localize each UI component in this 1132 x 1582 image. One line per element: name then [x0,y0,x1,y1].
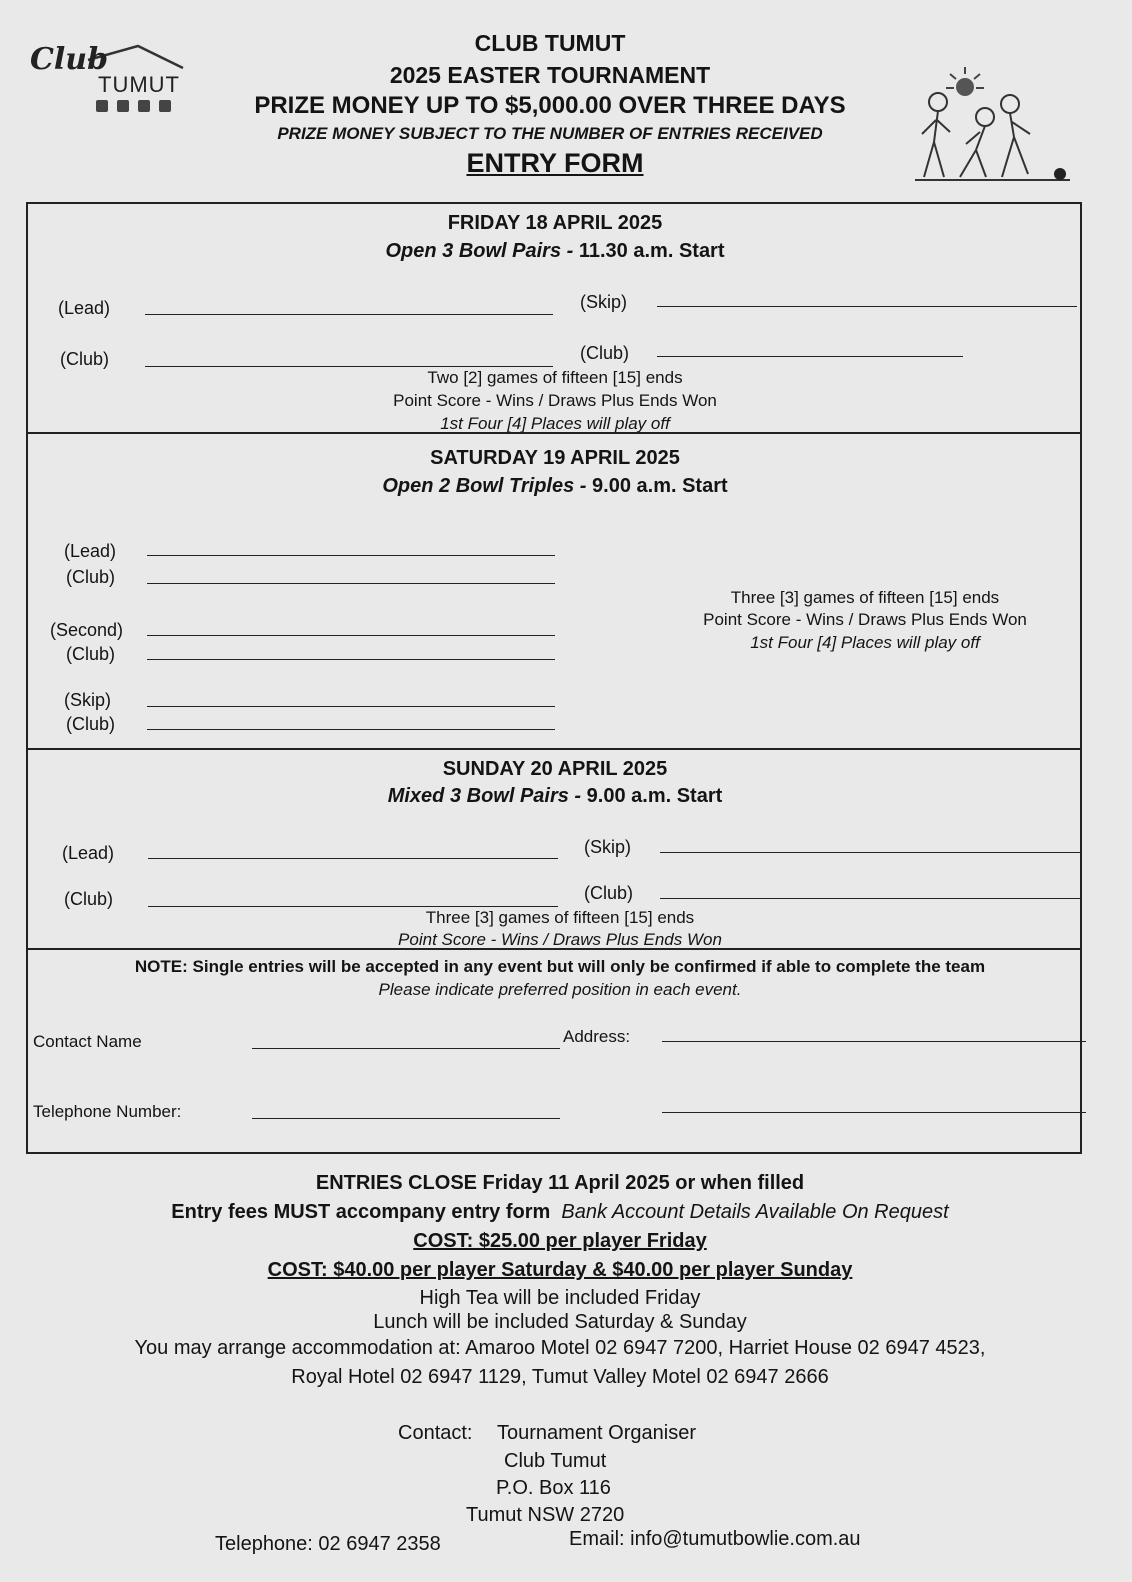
saturday-title: SATURDAY 19 APRIL 2025 [430,447,680,469]
logo-icons [96,100,186,116]
accommodation-2: Royal Hotel 02 6947 1129, Tumut Valley Motel 02 6947 2666 [291,1366,829,1388]
saturday-second-field[interactable] [147,635,555,636]
header-prize: PRIZE MONEY UP TO $5,000.00 OVER THREE DAYS [254,92,846,119]
saturday-skip-club-field[interactable] [147,729,555,730]
sunday-note2: Point Score - Wins / Draws Plus Ends Won [398,930,722,949]
contact-organiser: Tournament Organiser [497,1422,696,1444]
contact-name-field[interactable] [252,1048,560,1049]
sunday-title: SUNDAY 20 APRIL 2025 [442,758,668,780]
sunday-note1: Three [3] games of fifteen [15] ends [425,908,695,927]
friday-note1: Two [2] games of fifteen [15] ends [427,368,683,387]
friday-skip-club-field[interactable] [657,356,963,357]
accommodation-1: You may arrange accommodation at: Amaroo Motel 02 6947 7200, Harriet House 02 6947 4523, [134,1337,986,1359]
friday-title: FRIDAY 18 APRIL 2025 [447,212,663,234]
saturday-club2-label: (Club) [66,644,116,664]
friday-club-label: (Club) [60,349,110,369]
sunday-lead-club-field[interactable] [148,906,558,907]
sunday-skip-club-label: (Club) [584,883,634,903]
entry-form-box [26,202,1082,1154]
sunday-lead-label: (Lead) [62,843,115,863]
bank-details: Bank Account Details Available On Request [561,1201,949,1223]
sunday-lead-field[interactable] [148,858,558,859]
sunday-event-line [250,785,860,808]
friday-skip-club-label: (Club) [580,343,630,363]
divider [26,748,1080,750]
logo-script: Club [30,42,109,77]
saturday-lead-label: (Lead) [64,541,117,561]
contact-pobox: P.O. Box 116 [496,1477,611,1499]
header-club: CLUB TUMUT [474,30,626,56]
friday-event-line [250,240,860,263]
logo-name: TUMUT [98,72,180,97]
saturday-second-label: (Second) [50,620,124,640]
saturday-club3-label: (Club) [66,714,116,734]
saturday-lead-field[interactable] [147,555,555,556]
friday-skip-label: (Skip) [580,292,628,312]
saturday-note1: Three [3] games of fifteen [15] ends [730,588,1000,607]
saturday-event-line [250,475,860,498]
sunday-skip-label: (Skip) [584,837,632,857]
saturday-skip-field[interactable] [147,706,555,707]
saturday-event: Open 2 Bowl Triples - [382,475,587,497]
entry-fees-bold: Entry fees MUST accompany entry form [171,1201,551,1223]
club-logo [28,38,188,128]
telephone-label: Telephone Number: [33,1102,182,1121]
entry-fees-line [60,1201,1060,1224]
sunday-skip-field[interactable] [660,852,1082,853]
sunday-start: 9.00 a.m. Start [586,785,723,807]
cost-saturday-sunday: COST: $40.00 per player Saturday & $40.00 per player Sunday [267,1259,853,1281]
saturday-note2: Point Score - Wins / Draws Plus Ends Won [703,610,1027,629]
friday-event: Open 3 Bowl Pairs - [385,240,574,262]
saturday-start: 9.00 a.m. Start [592,475,728,497]
contact-name-label: Contact Name [33,1032,142,1051]
friday-lead-label: (Lead) [58,298,111,318]
address-field[interactable] [662,1041,1086,1042]
saturday-second-club-field[interactable] [147,659,555,660]
header-subject: PRIZE MONEY SUBJECT TO THE NUMBER OF ENTRIES RECEIVED [277,124,823,143]
sunday-skip-club-field[interactable] [660,898,1082,899]
single-entries-note: NOTE: Single entries will be accepted in any event but will only be confirmed if able to complete the team [134,957,986,976]
friday-lead-field[interactable] [145,314,553,315]
friday-note2: Point Score - Wins / Draws Plus Ends Won [393,391,717,410]
sunday-event: Mixed 3 Bowl Pairs - [387,785,582,807]
saturday-skip-label: (Skip) [64,690,112,710]
friday-skip-field[interactable] [657,306,1077,307]
friday-lead-club-field[interactable] [145,366,553,367]
high-tea: High Tea will be included Friday [419,1287,701,1309]
cost-friday: COST: $25.00 per player Friday [413,1230,707,1252]
contact-label: Contact: [398,1422,473,1444]
saturday-note3: 1st Four [4] Places will play off [750,633,980,652]
address-label: Address: [563,1027,631,1046]
preferred-position-note: Please indicate preferred position in each event. [378,980,742,999]
contact-club: Club Tumut [504,1450,607,1472]
saturday-lead-club-field[interactable] [147,583,555,584]
friday-note3: 1st Four [4] Places will play off [440,414,670,433]
entries-close: ENTRIES CLOSE Friday 11 April 2025 or when filled [315,1172,805,1194]
lunch: Lunch will be included Saturday & Sunday [373,1311,747,1333]
telephone-field[interactable] [252,1118,560,1119]
contact-town: Tumut NSW 2720 [466,1504,625,1526]
saturday-club1-label: (Club) [66,567,116,587]
friday-start: 11.30 a.m. Start [578,240,725,262]
header-tournament: 2025 EASTER TOURNAMENT [389,62,711,88]
address-field-2[interactable] [662,1112,1086,1113]
contact-phone: Telephone: 02 6947 2358 [215,1533,441,1555]
header-entry-form: ENTRY FORM [466,148,644,178]
contact-email[interactable]: Email: info@tumutbowlie.com.au [569,1528,861,1550]
sunday-club-label: (Club) [64,889,114,909]
bowlers-illustration [910,62,1080,190]
